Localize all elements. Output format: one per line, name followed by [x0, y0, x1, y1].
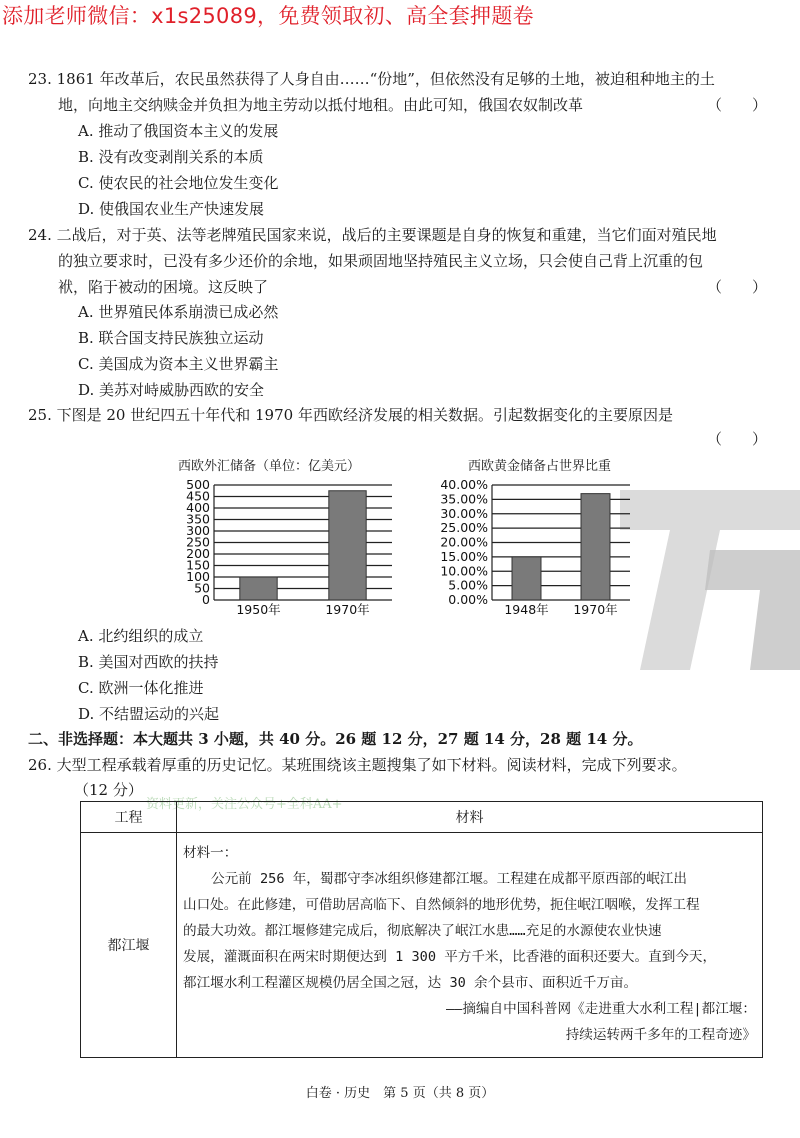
y-tick-label: 20.00% [440, 534, 488, 550]
q24-option-c: C. 美国成为资本主义世界霸主 [78, 355, 279, 373]
q24-stem-line1: 24. 二战后，对于英、法等老牌殖民国家来说，战后的主要课题是自身的恢复和重建，当它们面对殖民地 [28, 226, 717, 244]
y-tick-label: 200 [186, 546, 210, 561]
y-tick-label: 150 [186, 557, 210, 573]
promo-banner: 添加老师微信：x1s25089，免费领取初、高全套押题卷 [2, 4, 534, 28]
x-tick-label: 1950年 [236, 602, 281, 617]
q23-option-c: C. 使农民的社会地位发生变化 [78, 174, 279, 192]
material-line: 山口处。在此修建，可借助居高临下、自然倾斜的地形优势，扼住岷江咽喉，发挥工程 [183, 897, 700, 913]
q25-stem-line1: 25. 下图是 20 世纪四五十年代和 1970 年西欧经济发展的相关数据。引起数据变化的主要原因是 [28, 406, 673, 424]
material-line: 公元前 256 年，蜀郡守李冰组织修建都江堰。工程建在成都平原西部的岷江出 [211, 871, 687, 887]
y-tick-label: 100 [186, 569, 210, 584]
q26-stem-line2: （12 分） [74, 781, 143, 799]
q25-option-d: D. 不结盟运动的兴起 [78, 705, 220, 723]
q25-answer-blank: （ ） [707, 430, 768, 448]
q24-answer-blank: （ ） [707, 278, 768, 296]
y-tick-label: 450 [186, 488, 210, 504]
y-tick-label: 0 [202, 592, 210, 607]
table-row-label: 都江堰 [81, 833, 177, 1058]
section-two-heading: 二、非选择题：本大题共 3 小题，共 40 分。26 题 12 分，27 题 14 分，28 题 14 分。 [28, 730, 643, 748]
material-table [80, 801, 763, 1058]
bar [240, 577, 277, 600]
y-tick-label: 0.00% [448, 592, 488, 607]
y-tick-label: 10.00% [440, 563, 488, 579]
material-source-line: 持续运转两千多年的工程奇迹》 [565, 1027, 756, 1043]
table-header-material: 材料 [177, 802, 763, 833]
material-line: 都江堰水利工程灌区规模仍居全国之冠，达 30 余个县市、面积近千万亩。 [183, 975, 638, 991]
y-tick-label: 40.00% [440, 477, 488, 492]
q23-option-a: A. 推动了俄国资本主义的发展 [78, 122, 279, 140]
q24-stem-line3: 袱，陷于被动的困境。这反映了 [58, 278, 269, 296]
x-tick-label: 1970年 [573, 602, 618, 617]
y-tick-label: 50 [194, 580, 210, 596]
chart1-title: 西欧外汇储备（单位：亿美元） [178, 459, 361, 474]
q25-option-a: A. 北约组织的成立 [78, 627, 204, 645]
q23-stem-line2: 地，向地主交纳赎金并负担为地主劳动以抵付地租。由此可知，俄国农奴制改革 [58, 96, 584, 114]
y-tick-label: 35.00% [440, 491, 488, 507]
bar [329, 491, 366, 600]
q25-option-c: C. 欧洲一体化推进 [78, 679, 204, 697]
y-tick-label: 250 [186, 534, 210, 550]
material-line: 材料一： [183, 845, 238, 861]
q23-option-d: D. 使俄国农业生产快速发展 [78, 200, 265, 218]
y-tick-label: 30.00% [440, 505, 488, 521]
y-tick-label: 400 [186, 500, 210, 515]
q24-stem-line2: 的独立要求时，已没有多少还价的余地，如果顽固地坚持殖民主义立场，只会使自己背上沉重的包 [58, 252, 704, 270]
q24-option-d: D. 美苏对峙威胁西欧的安全 [78, 381, 265, 399]
y-tick-label: 300 [186, 523, 210, 538]
forex-reserve-chart [170, 475, 400, 620]
q23-stem-line1: 23. 1861 年改革后，农民虽然获得了人身自由……“份地”，但依然没有足够的土地，被迫租种地主的土 [28, 70, 715, 88]
bar [581, 494, 610, 600]
bar [512, 557, 541, 600]
y-tick-label: 500 [186, 477, 210, 492]
q26-stem-line1: 26. 大型工程承载着厚重的历史记忆。某班围绕该主题搜集了如下材料。阅读材料，完成下列要求。 [28, 756, 687, 774]
y-tick-label: 25.00% [440, 520, 488, 536]
x-tick-label: 1948年 [504, 602, 549, 617]
y-tick-label: 350 [186, 511, 210, 527]
chart2-title: 西欧黄金储备占世界比重 [468, 459, 612, 474]
q23-option-b: B. 没有改变剥削关系的本质 [78, 148, 264, 166]
q23-answer-blank: （ ） [707, 96, 768, 114]
material-line: 的最大功效。都江堰修建完成后，彻底解决了岷江水患……充足的水源使农业快速 [183, 923, 662, 939]
gold-reserve-chart [418, 475, 638, 620]
table-header-project: 工程 [81, 802, 177, 833]
material-line: 发展，灌溉面积在两宋时期便达到 1 300 平方千米，比香港的面积还要大。直到今天， [183, 949, 717, 965]
q24-option-b: B. 联合国支持民族独立运动 [78, 329, 264, 347]
page-footer: 白卷 · 历史 第 5 页（共 8 页） [305, 1086, 495, 1101]
table-material-cell [177, 833, 763, 1058]
q24-option-a: A. 世界殖民体系崩溃已成必然 [78, 303, 279, 321]
text-watermark: 资料更新，关注公众号+全科AA+ [146, 797, 343, 812]
x-tick-label: 1970年 [325, 602, 370, 617]
q25-option-b: B. 美国对西欧的扶持 [78, 653, 219, 671]
material-source-line: ——摘编自中国科普网《走进重大水利工程|都江堰： [445, 1001, 756, 1017]
y-tick-label: 15.00% [440, 548, 488, 564]
y-tick-label: 5.00% [448, 577, 488, 593]
